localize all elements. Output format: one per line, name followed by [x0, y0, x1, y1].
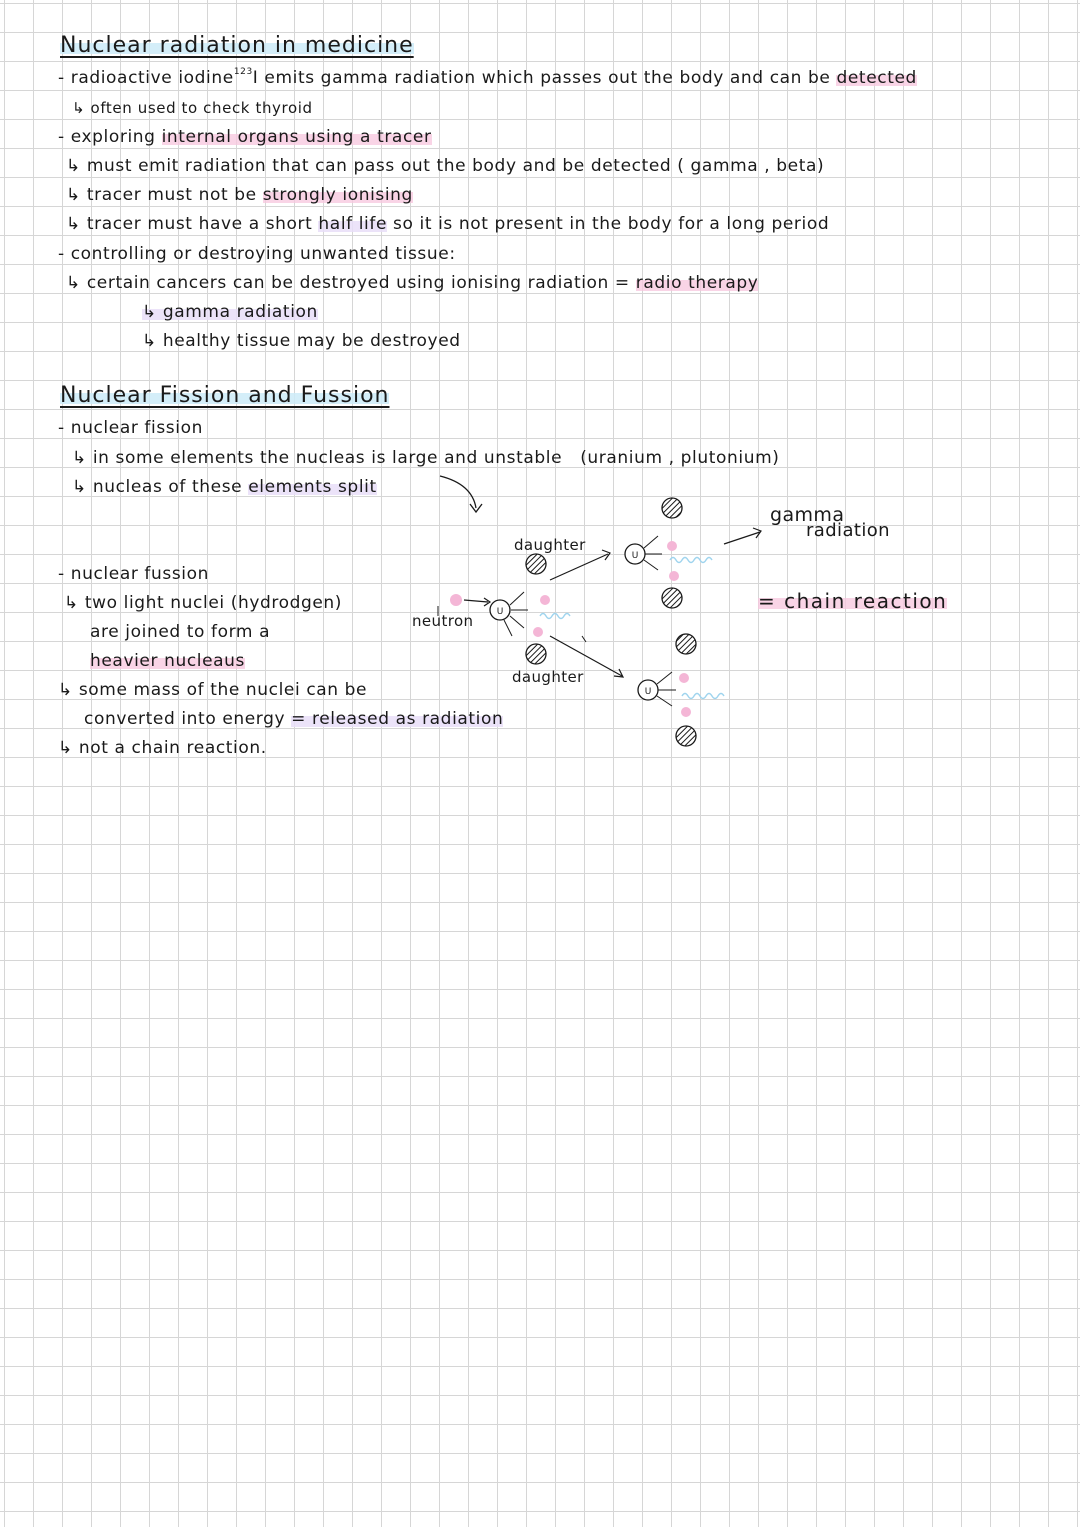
note-line-ionising	[66, 185, 413, 205]
note-line-iodine	[58, 68, 917, 91]
half-life-text-post: so it is not present in the body for a long period	[387, 214, 830, 234]
note-line-healthy: ↳ healthy tissue may be destroyed	[142, 331, 461, 351]
fusion-line-mass: ↳ some mass of the nuclei can be	[58, 680, 368, 700]
split-rays-upper	[644, 536, 662, 570]
split-text: ↳ nucleas of these	[72, 477, 249, 497]
fission-line-unstable	[72, 448, 779, 468]
note-line-tracer	[58, 127, 432, 147]
uranium-text: (uranium , plutonium)	[580, 448, 780, 468]
note-line-gamma: ↳ gamma radiation	[142, 302, 318, 322]
nucleus-symbol-lower: U	[644, 687, 652, 697]
emitted-neutron-lower-1	[679, 673, 689, 683]
gamma-wave-main	[540, 614, 570, 619]
fusion-line-heavier: heavier nucleaus	[90, 651, 246, 671]
note-line-half-life	[66, 214, 829, 234]
iodine-superscript: 123	[233, 67, 253, 77]
gamma-arrow	[724, 532, 760, 544]
emitted-neutron-upper-1	[667, 541, 677, 551]
unstable-text: ↳ in some elements the nucleas is large and unstable	[72, 448, 563, 468]
half-life-highlight: half life	[318, 214, 388, 234]
note-line-cancers	[66, 273, 758, 293]
iodine-text-mid: I emits gamma radiation which passes out the body and can be	[252, 68, 837, 88]
daughter-nucleus-upper-bottom	[662, 588, 682, 608]
chain-reaction-label: = chain reaction	[758, 589, 948, 613]
iodine-text: - radioactive iodine	[58, 68, 234, 88]
gamma-wave-lower	[682, 694, 724, 699]
gamma-label-line2: radiation	[806, 520, 890, 541]
emitted-neutron-lower-2	[681, 707, 691, 717]
nucleus-symbol-upper: U	[631, 551, 639, 561]
tracer-text: - exploring	[58, 127, 162, 147]
detected-highlight: detected	[836, 68, 917, 88]
split-highlight: elements split	[248, 477, 377, 497]
note-line-controlling: - controlling or destroying unwanted tissue:	[58, 244, 456, 264]
cancers-text: ↳ certain cancers can be destroyed using ionising radiation =	[66, 273, 636, 293]
daughter-nucleus-lower-bottom	[676, 726, 696, 746]
note-line-thyroid: ↳ often used to check thyroid	[72, 99, 313, 117]
nucleus-symbol-main: U	[496, 607, 504, 617]
note-line-emit: ↳ must emit radiation that can pass out the body and be detected ( gamma , beta)	[66, 156, 825, 176]
emitted-neutron-1	[540, 595, 550, 605]
neutron-label: neutron	[412, 612, 474, 630]
fission-line-split	[72, 477, 377, 497]
stray-mark	[582, 636, 586, 642]
fusion-line-joined: are joined to form a	[90, 622, 271, 642]
daughter-label-bottom: daughter	[512, 668, 584, 686]
radiotherapy-highlight: radio therapy	[635, 273, 759, 293]
section-title-fission-fusion: Nuclear Fission and Fussion	[60, 383, 390, 408]
fusion-line-light-nuclei: ↳ two light nuclei (hydrodgen)	[64, 593, 343, 613]
chain-arrow-upper	[550, 554, 608, 580]
ionising-highlight: strongly ionising	[262, 185, 413, 205]
energy-text: converted into energy	[84, 709, 292, 729]
emitted-neutron-2	[533, 627, 543, 637]
fusion-heading: - nuclear fussion	[58, 564, 209, 584]
daughter-label-top: daughter	[514, 536, 586, 554]
gamma-wave-upper	[670, 558, 712, 563]
gamma-label-line1: gamma	[770, 504, 845, 526]
emitted-neutron-upper-2	[669, 571, 679, 581]
released-highlight: = released as radiation	[291, 709, 504, 729]
daughter-nucleus-upper-top	[662, 498, 682, 518]
incoming-neutron	[450, 594, 462, 606]
fusion-line-not-chain: ↳ not a chain reaction.	[58, 738, 267, 758]
neutron-arrow	[464, 600, 488, 602]
daughter-nucleus-bottom	[526, 644, 546, 664]
ionising-text: ↳ tracer must not be	[66, 185, 263, 205]
fission-heading: - nuclear fission	[58, 418, 203, 438]
tracer-highlight: internal organs using a tracer	[161, 127, 432, 147]
pointer-arrow	[440, 476, 476, 508]
half-life-text: ↳ tracer must have a short	[66, 214, 319, 234]
split-rays-lower	[657, 672, 676, 706]
daughter-nucleus-lower-top	[676, 634, 696, 654]
daughter-nucleus-top	[526, 554, 546, 574]
section-title-medicine: Nuclear radiation in medicine	[60, 33, 414, 58]
